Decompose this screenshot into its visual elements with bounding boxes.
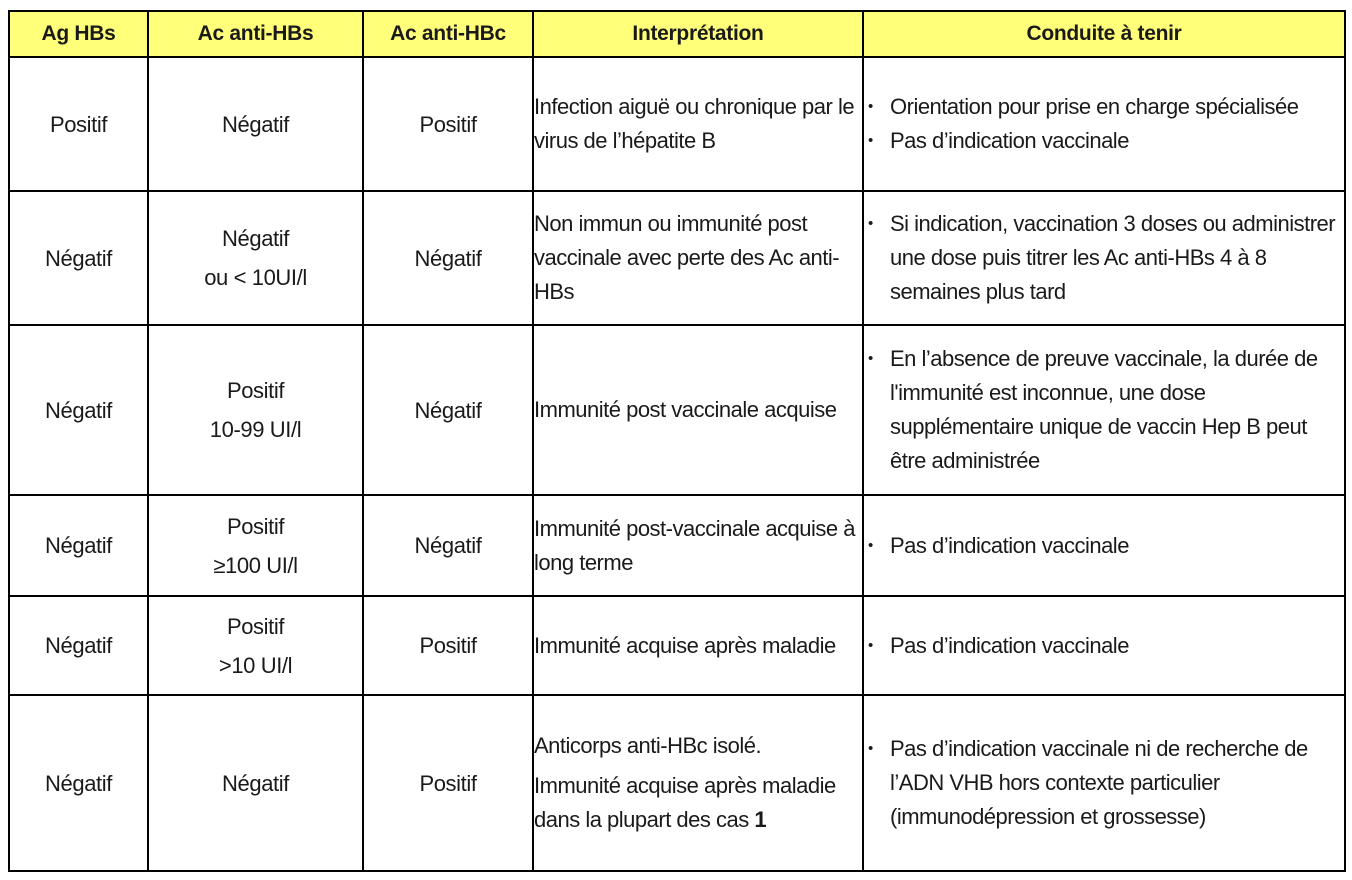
cell-ac-anti-hbc: Positif — [363, 596, 533, 695]
interpretation-text — [534, 769, 862, 837]
bullet-icon: • — [868, 636, 873, 654]
interpretation-text-main: Immunité acquise après maladie dans la plupart des cas — [534, 773, 836, 832]
cell-ac-anti-hbs-line: >10 UI/l — [218, 652, 293, 678]
header-ac-anti-hbc: Ac anti-HBc — [363, 11, 533, 57]
conduite-item-text: Pas d’indication vaccinale — [890, 632, 1129, 658]
interpretation-text: Anticorps anti-HBc isolé. — [534, 733, 762, 758]
conduite-item — [864, 629, 1344, 663]
cell-ac-anti-hbs — [148, 695, 363, 871]
cell-ac-anti-hbs-line: ou < 10UI/l — [204, 265, 307, 290]
cell-ac-anti-hbs — [148, 596, 363, 695]
conduite-item — [864, 90, 1344, 124]
bullet-icon: • — [868, 215, 873, 232]
cell-ag-hbs: Négatif — [9, 596, 148, 695]
table-row — [9, 57, 1345, 191]
hepatitis-b-serology-table — [8, 10, 1346, 872]
bullet-icon: • — [868, 350, 873, 367]
cell-conduite — [863, 57, 1345, 191]
bullet-icon: • — [868, 740, 873, 757]
conduite-list — [864, 342, 1344, 478]
cell-ag-hbs: Négatif — [9, 495, 148, 596]
cell-ac-anti-hbs — [148, 325, 363, 495]
cell-conduite — [863, 191, 1345, 325]
conduite-item-text: Orientation pour prise en charge spécialisée — [890, 94, 1299, 119]
table-row — [9, 191, 1345, 325]
conduite-item — [864, 207, 1344, 309]
conduite-list — [864, 629, 1344, 663]
cell-ac-anti-hbs-line: Positif — [226, 513, 285, 539]
cell-ac-anti-hbc: Positif — [363, 695, 533, 871]
bullet-icon: • — [868, 536, 873, 554]
bullet-icon: • — [868, 98, 873, 115]
bullet-icon: • — [868, 132, 873, 149]
footnote-reference: 1 — [754, 807, 767, 832]
cell-interpretation — [533, 495, 863, 596]
cell-ac-anti-hbs-line: Négatif — [222, 770, 289, 796]
header-row — [9, 11, 1345, 57]
conduite-item-text: Pas d’indication vaccinale — [890, 128, 1129, 153]
conduite-item — [864, 124, 1344, 158]
conduite-list — [864, 207, 1344, 309]
cell-ac-anti-hbc: Positif — [363, 57, 533, 191]
conduite-item — [864, 342, 1344, 478]
cell-ag-hbs: Négatif — [9, 191, 148, 325]
header-conduite: Conduite à tenir — [863, 11, 1345, 57]
cell-ac-anti-hbs-line: Négatif — [222, 111, 289, 137]
cell-ac-anti-hbc: Négatif — [363, 495, 533, 596]
cell-conduite — [863, 596, 1345, 695]
conduite-item-text: En l’absence de preuve vaccinale, la durée de l'immunité est inconnue, une dose supplémentaire unique de vaccin Hep B peut être administrée — [890, 346, 1318, 473]
cell-ac-anti-hbs-line: Positif — [226, 378, 285, 403]
table-row — [9, 596, 1345, 695]
cell-ac-anti-hbs — [148, 495, 363, 596]
interpretation-text: Immunité post vaccinale acquise — [534, 397, 837, 422]
table-row — [9, 495, 1345, 596]
cell-ac-anti-hbs-line: ≥100 UI/l — [213, 552, 298, 578]
conduite-item — [864, 529, 1344, 563]
cell-ac-anti-hbs-line: Négatif — [222, 226, 289, 251]
header-ag-hbs: Ag HBs — [9, 11, 148, 57]
cell-interpretation — [533, 57, 863, 191]
interpretation-text: Non immun ou immunité post vaccinale avec perte des Ac anti-HBs — [534, 211, 840, 304]
table-row — [9, 325, 1345, 495]
conduite-item-text: Pas d’indication vaccinale ni de recherche de l’ADN VHB hors contexte particulier (immunodépression et grossesse) — [890, 736, 1308, 829]
conduite-list — [864, 529, 1344, 563]
cell-ac-anti-hbs-line: Positif — [226, 613, 285, 639]
header-ac-anti-hbs: Ac anti-HBs — [148, 11, 363, 57]
conduite-item-text: Si indication, vaccination 3 doses ou administrer une dose puis titrer les Ac anti-HBs 4 à 8 semaines plus tard — [890, 211, 1336, 304]
cell-conduite — [863, 325, 1345, 495]
cell-ac-anti-hbc: Négatif — [363, 325, 533, 495]
cell-interpretation — [533, 191, 863, 325]
header-interpretation: Interprétation — [533, 11, 863, 57]
cell-interpretation — [533, 695, 863, 871]
cell-ag-hbs: Négatif — [9, 695, 148, 871]
cell-conduite — [863, 695, 1345, 871]
interpretation-text: Immunité acquise après maladie — [534, 632, 836, 658]
conduite-item-text: Pas d’indication vaccinale — [890, 532, 1129, 558]
table-row — [9, 695, 1345, 871]
conduite-item — [864, 732, 1344, 834]
interpretation-text: Immunité post-vaccinale acquise à long terme — [534, 515, 855, 575]
cell-conduite — [863, 495, 1345, 596]
conduite-list — [864, 732, 1344, 834]
cell-ag-hbs: Positif — [9, 57, 148, 191]
cell-ac-anti-hbs — [148, 191, 363, 325]
cell-interpretation — [533, 325, 863, 495]
hepatitis-b-serology-table-container — [8, 10, 1346, 872]
cell-ag-hbs: Négatif — [9, 325, 148, 495]
cell-ac-anti-hbs-line: 10-99 UI/l — [209, 417, 302, 442]
interpretation-text: Infection aiguë ou chronique par le virus de l’hépatite B — [534, 94, 855, 153]
cell-interpretation — [533, 596, 863, 695]
conduite-list — [864, 90, 1344, 158]
cell-ac-anti-hbs — [148, 57, 363, 191]
cell-ac-anti-hbc: Négatif — [363, 191, 533, 325]
